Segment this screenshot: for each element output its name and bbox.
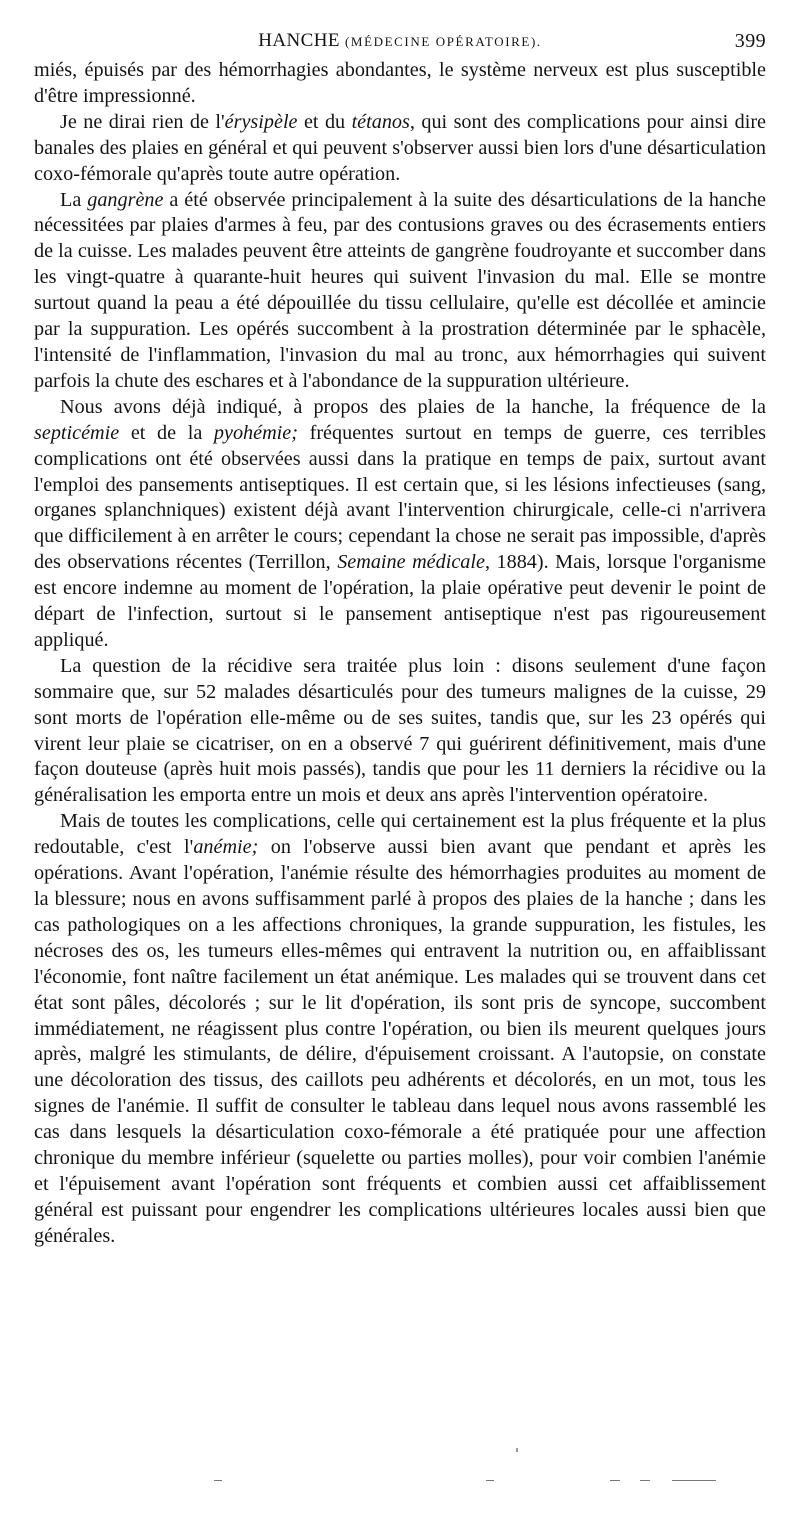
body-text bbox=[34, 58, 766, 1250]
running-title-sub: (MÉDECINE OPÉRATOIRE). bbox=[345, 34, 542, 49]
footer-marks bbox=[34, 1476, 766, 1484]
footer-mark bbox=[672, 1480, 716, 1481]
italic-term: anémie; bbox=[193, 836, 259, 859]
print-speck bbox=[516, 1448, 518, 1452]
running-header bbox=[34, 30, 766, 58]
text-run: a été observée principalement à la suite des désarticulations de la hanche nécessitées par plaies d'armes à feu, par des contusions graves ou des écrasements entiers de la cuisse. Les malades peuvent être atteints de gangrène foudroyante et succomber dans les vingt-quatre à quarante-huit heures qui suivent l'invasion du mal. Elle se montre surtout quand la peau a été dépouillée du tissu cellulaire, qu'elle est décollée et amincie par la suppuration. Les opérés succombent à la prostration déterminée par le sphacèle, l'intensité de l'inflammation, l'invasion du mal au tronc, aux hémorrhagies qui suivent parfois la chute des eschares et à l'abondance de la suppuration ultérieure. bbox=[34, 188, 766, 392]
paragraph bbox=[34, 809, 766, 1249]
text-run: et de la bbox=[119, 421, 214, 444]
text-run: La bbox=[60, 188, 88, 211]
italic-term: pyohémie; bbox=[213, 421, 298, 444]
paragraph bbox=[34, 110, 766, 188]
paragraph bbox=[34, 188, 766, 395]
running-title-main: HANCHE bbox=[258, 30, 340, 51]
paragraph bbox=[34, 58, 766, 110]
italic-term: érysipèle bbox=[224, 110, 298, 133]
text-run: on l'observe aussi bien avant que pendant et après les opérations. Avant l'opération, l'anémie résulte des hémorrhagies produites au moment de la blessure; nous en avons suffisamment parlé à propos des plaies de la hanche ; dans les cas pathologiques on a les affections chroniques, la grande suppuration, les fistules, les nécroses des os, les tumeurs elles-mêmes qui entravent la nutrition ou, en affaiblissant l'économie, font naître facilement un état anémique. Les malades qui se trouvent dans cet état sont pâles, décolorés ; sur le lit d'opération, ils sont pris de syncope, succombent immédiatement, ne réagissent plus contre l'opération, ou bien ils meurent quelques jours après, malgré les stimulants, de délire, d'épuisement croissant. A l'autopsie, on constate une décoloration des tissus, des caillots peu adhérents et décolorés, en un mot, tous les signes de l'anémie. Il suffit de consulter le tableau dans lequel nous avons rassemblé les cas dans lesquels la désarticulation coxo-fémorale a été pratiquée pour une affection chronique du membre inférieur (squelette ou parties molles), pour voir combien l'anémie et l'épuisement avant l'opération sont fréquents et combien aussi cet affaiblissement général est puissant pour engendrer les complications ultérieures locales aussi bien que générales. bbox=[34, 836, 767, 1247]
paragraph bbox=[34, 654, 766, 809]
running-title bbox=[34, 30, 766, 52]
italic-term: gangrène bbox=[87, 188, 164, 211]
text-run: Nous avons déjà indiqué, à propos des plaies de la hanche, la fréquence de la bbox=[60, 395, 766, 418]
paragraph bbox=[34, 395, 766, 654]
text-run: et du bbox=[297, 110, 352, 133]
text-run: Je ne dirai rien de l' bbox=[60, 110, 225, 133]
text-run: La question de la récidive sera traitée plus loin : disons seulement d'une façon sommaire que, sur 52 malades désarticulés pour des tumeurs malignes de la cuisse, 29 sont morts de l'opération elle-même ou de ses suites, tandis que, sur les 23 opérés qui virent leur plaie se cicatriser, on en a observé 7 qui guérirent définitivement, mais d'une façon douteuse (après huit mois passés), tandis que pour les 11 derniers la récidive ou la généralisation les emporta entre un mois et deux ans après l'intervention opératoire. bbox=[34, 654, 766, 807]
text-run: , qui sont des complications pour ainsi dire banales des plaies en général et qui peuvent s'observer aussi bien lors d'une désarticulation coxo-fémorale qu'après toute autre opération. bbox=[34, 110, 767, 185]
footer-mark bbox=[214, 1480, 222, 1481]
italic-term: septicémie bbox=[34, 421, 120, 444]
document-page bbox=[34, 30, 766, 1250]
italic-term: Semaine médicale bbox=[337, 551, 485, 574]
text-run: miés, épuisés par des hémorrhagies abondantes, le système nerveux est plus susceptible d'être impressionné. bbox=[34, 59, 766, 107]
italic-term: tétanos bbox=[351, 110, 410, 133]
page-number: 399 bbox=[734, 30, 766, 52]
text-run: fréquentes surtout en temps de guerre, ces terribles complications ont été observées aussi dans la pratique en temps de paix, surtout avant l'emploi des pansements antiseptiques. Il est certain que, si les lésions infectieuses (sang, organes splanchniques) existent déjà avant l'intervention chirurgicale, celle-ci n'arrivera que difficilement à en arrêter le cours; cependant la chose ne serait pas impossible, d'après des observations récentes (Terrillon, bbox=[34, 421, 766, 574]
text-run: , 1884). Mais, lorsque l'organisme est encore indemne au moment de l'opération, la plaie opérative peut devenir le point de départ de l'infection, surtout si le pansement antiseptique n'est pas rigoureusement appliqué. bbox=[34, 551, 766, 651]
footer-mark bbox=[610, 1480, 620, 1481]
footer-mark bbox=[640, 1480, 650, 1481]
text-run: Mais de toutes les complications, celle qui certainement est la plus fréquente et la plus redoutable, c'est l' bbox=[34, 810, 766, 859]
footer-mark bbox=[486, 1480, 494, 1481]
